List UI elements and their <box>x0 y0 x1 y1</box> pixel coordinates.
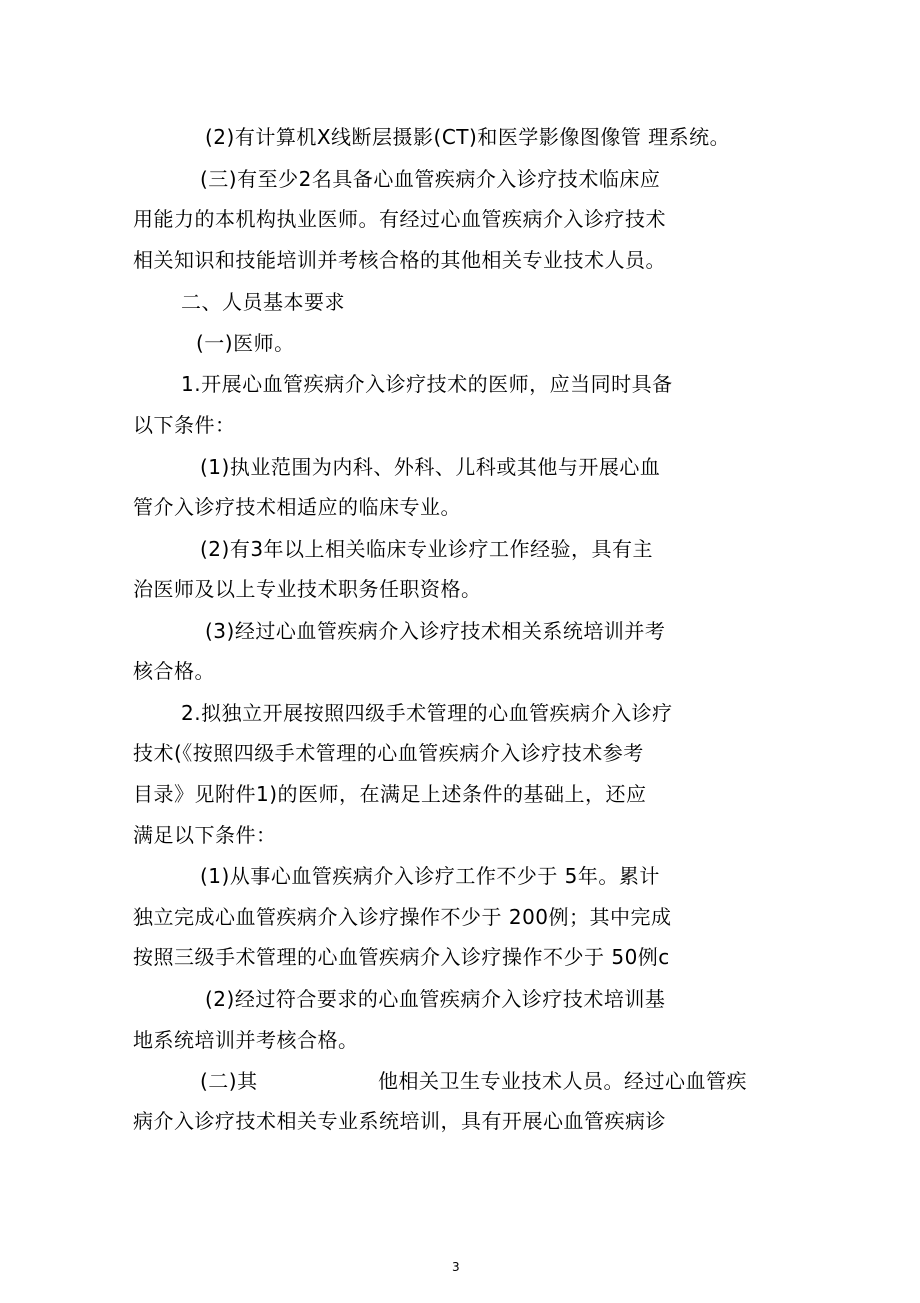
text-line-11: (2)有3年以上相关临床专业诊疗工作经验，具有主 <box>200 537 654 561</box>
text-line-1: (2)有计算机X线断层摄影(CT)和医学影像图像管 理系统。 <box>205 125 731 149</box>
subsection-heading-2: (二)其 <box>200 1069 258 1093</box>
text-line-21: 按照三级手术管理的心血管疾病介入诊疗操作不少于 50例c <box>133 945 670 969</box>
text-line-12: 治医师及以上专业技术职务任职资格。 <box>133 577 482 601</box>
text-line-9: (1)执业范围为内科、外科、儿科或其他与开展心血 <box>200 455 661 479</box>
text-line-7: 1.开展心血管疾病介入诊疗技术的医师，应当同时具备 <box>181 372 673 396</box>
text-line-14: 核合格。 <box>133 659 215 683</box>
text-line-20: 独立完成心血管疾病介入诊疗操作不少于 200例；其中完成 <box>133 905 672 929</box>
text-line-22: (2)经过符合要求的心血管疾病介入诊疗技术培训基 <box>205 987 666 1011</box>
page-number: 3 <box>452 1260 460 1274</box>
text-line-17: 目录》见附件1)的医师，在满足上述条件的基础上，还应 <box>133 782 647 806</box>
subsection-heading: (一)医师。 <box>196 331 295 355</box>
text-line-2: (三)有至少2名具备心血管疾病介入诊疗技术临床应 <box>200 167 661 191</box>
text-line-4: 相关知识和技能培训并考核合格的其他相关专业技术人员。 <box>133 248 666 272</box>
text-line-10: 管介入诊疗技术相适应的临床专业。 <box>133 495 461 519</box>
text-line-25: 病介入诊疗技术相关专业系统培训，具有开展心血管疾病诊 <box>133 1109 666 1133</box>
section-heading: 二、人员基本要求 <box>181 290 345 314</box>
text-line-15: 2.拟独立开展按照四级手术管理的心血管疾病介入诊疗 <box>181 701 673 725</box>
text-line-3: 用能力的本机构执业医师。有经过心血管疾病介入诊疗技术 <box>133 207 666 231</box>
text-line-13: (3)经过心血管疾病介入诊疗技术相关系统培训并考 <box>205 619 666 643</box>
text-line-8: 以下条件： <box>133 413 236 437</box>
text-line-23: 地系统培训并考核合格。 <box>133 1028 359 1052</box>
text-line-18: 满足以下条件： <box>133 823 277 847</box>
text-line-24-continued: 他相关卫生专业技术人员。经过心血管疾 <box>378 1069 747 1093</box>
text-line-16: 技术(《按照四级手术管理的心血管疾病介入诊疗技术参考 <box>133 741 644 765</box>
text-line-19: (1)从事心血管疾病介入诊疗工作不少于 5年。累计 <box>200 864 660 888</box>
